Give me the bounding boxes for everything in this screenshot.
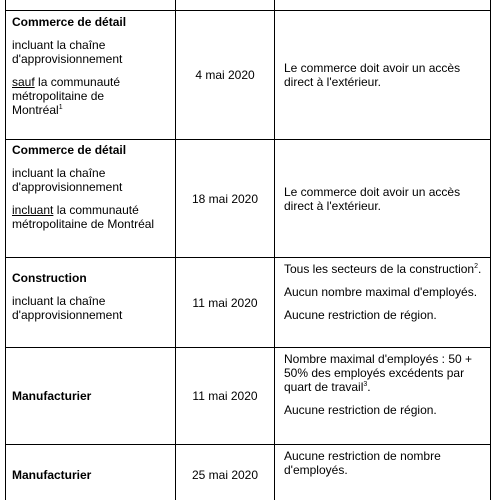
sector-cell [6, 258, 176, 348]
sector-cell [6, 348, 176, 445]
scope-text: incluant la chaîne d'approvisionnement [12, 166, 123, 194]
date-cell: 11 mai 2020 [176, 348, 275, 445]
condition-text: Nombre maximal d'employés : 50 + 50% des employés excédents par quart de travail$^3$. [284, 352, 473, 394]
scope-text: incluant la chaîne d'approvisionnement [12, 38, 123, 66]
date-cell: 18 mai 2020 [176, 140, 275, 258]
condition-text: Aucune restriction de nombre d'employés. [284, 449, 441, 477]
sector-cell [6, 11, 176, 140]
qualifier-text: sauf [12, 75, 35, 89]
footnote-marker: 2 [474, 263, 479, 270]
condition-text: Aucune restriction de région. [284, 403, 437, 417]
table-row [6, 445, 491, 500]
scope-text: incluant la chaîne d'approvisionnement [12, 294, 123, 322]
sector-title: Commerce de détail [12, 143, 127, 157]
date-cell: 25 mai 2020 [176, 445, 275, 500]
sector-title: Commerce de détail [12, 15, 127, 29]
condition-text: Aucun nombre maximal d'employés. [284, 285, 478, 299]
condition-text: Aucune restriction de région. [284, 308, 437, 322]
region-text: sauf la communauté métropolitaine de Montréal$^1$ [12, 75, 121, 117]
table-row [6, 140, 491, 258]
conditions-cell [275, 11, 491, 140]
conditions-cell [275, 140, 491, 258]
condition-text: Tous les secteurs de la construction$^2$. [284, 262, 482, 276]
sector-title: Manufacturier [12, 468, 92, 482]
sector-title: Manufacturier [12, 389, 92, 403]
footnote-marker: 3 [363, 381, 368, 388]
region-text: incluant la communauté métropolitaine de Montréal [12, 203, 155, 231]
header-cell-conditions [275, 0, 491, 11]
qualifier-text: incluant [12, 203, 54, 217]
condition-text: Le commerce doit avoir un accès direct à l'extérieur. [284, 184, 461, 213]
date-cell: 11 mai 2020 [176, 258, 275, 348]
table-row [6, 258, 491, 348]
conditions-cell [275, 445, 491, 500]
table-header-row [6, 0, 491, 11]
conditions-cell [275, 348, 491, 445]
table-row [6, 11, 491, 140]
sector-cell [6, 445, 176, 500]
condition-text: Le commerce doit avoir un accès direct à l'extérieur. [284, 61, 461, 89]
table-row [6, 348, 491, 445]
header-cell-date [176, 0, 275, 11]
sector-title: Construction [12, 271, 87, 285]
conditions-cell [275, 258, 491, 348]
header-cell-sector [6, 0, 176, 11]
footnote-marker: 1 [58, 104, 63, 111]
reopening-table [5, 0, 491, 500]
sector-cell [6, 140, 176, 258]
date-cell: 4 mai 2020 [176, 11, 275, 140]
